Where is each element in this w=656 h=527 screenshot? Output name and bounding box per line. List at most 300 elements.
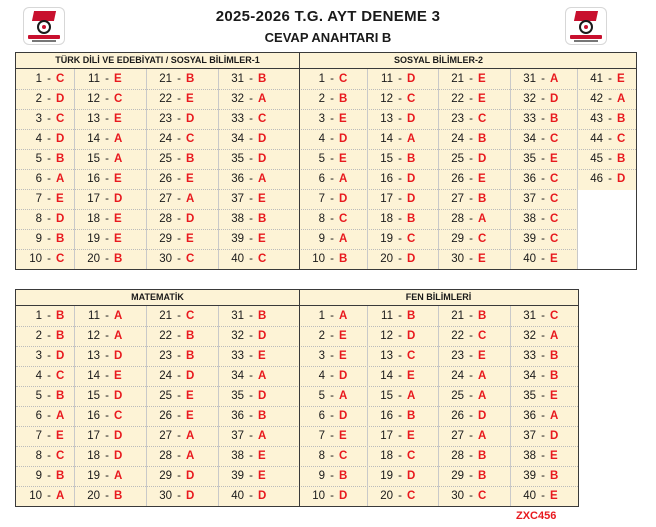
question-number: 8 [35,213,42,225]
answer-letter: E [478,253,486,265]
answer-letter: E [114,233,122,245]
dash: - [177,410,181,422]
exam-title: 2025-2026 T.G. AYT DENEME 3 [215,8,441,25]
question-number: 21 [159,310,172,322]
answer-letter: E [550,153,558,165]
question-number: 32 [231,330,244,342]
dash: - [47,93,51,105]
dash: - [398,173,402,185]
dash: - [47,113,51,125]
answer-item [367,89,438,109]
question-number: 24 [159,370,172,382]
answer-letter: B [56,470,65,482]
answer-item [438,406,510,426]
question-number: 38 [523,213,536,225]
section-title-edebiyat: TÜRK DİLİ VE EDEBİYATI / SOSYAL BİLİMLER-1 [55,55,260,65]
answer-item [74,249,146,269]
dash: - [541,450,545,462]
question-number: 38 [231,213,244,225]
question-number: 25 [451,390,464,402]
answer-letter: D [407,193,416,205]
dash: - [398,490,402,502]
answer-letter: C [407,450,416,462]
question-number: 42 [590,93,603,105]
answer-letter: C [407,350,416,362]
answer-item [74,209,146,229]
question-number: 31 [523,310,536,322]
answer-letter: B [617,113,626,125]
question-number: 17 [87,430,100,442]
question-number: 6 [35,173,42,185]
answer-letter: D [186,213,195,225]
answer-letter: A [114,153,123,165]
answer-item [218,326,299,346]
question-number: 26 [451,173,464,185]
question-number: 20 [380,490,393,502]
answer-item [510,406,578,426]
question-number: 19 [380,470,393,482]
answer-letter: C [339,213,348,225]
answer-letter: B [478,470,487,482]
answer-letter: C [258,253,267,265]
dash: - [469,133,473,145]
question-number: 3 [35,350,42,362]
dash: - [330,410,334,422]
dash: - [541,490,545,502]
answer-letter: E [550,490,558,502]
dash: - [469,330,473,342]
answer-letter: A [114,330,123,342]
question-number: 36 [523,173,536,185]
dash: - [105,370,109,382]
question-number: 23 [159,113,172,125]
question-number: 43 [590,113,603,125]
dash: - [249,350,253,362]
answer-letter: C [550,133,559,145]
question-number: 33 [523,350,536,362]
answer-letter: B [258,73,267,85]
answer-letter: E [478,93,486,105]
dash: - [330,153,334,165]
question-number: 12 [87,93,100,105]
question-number: 6 [35,410,42,422]
question-number: 16 [87,410,100,422]
answer-letter: D [339,490,348,502]
answer-letter: C [617,133,626,145]
answer-letter: D [339,370,348,382]
dash: - [469,370,473,382]
dash: - [177,350,181,362]
answer-item [367,386,438,406]
dash: - [398,410,402,422]
booklet-code: ZXC456 [516,510,557,522]
answer-item [16,426,74,446]
dash: - [249,233,253,245]
answer-item [146,149,218,169]
answer-letter: E [186,410,194,422]
answer-letter: A [258,93,267,105]
dash: - [398,233,402,245]
answer-letter: D [114,390,123,402]
dash: - [330,470,334,482]
question-number: 25 [451,153,464,165]
answer-item [299,69,367,89]
answer-item [218,446,299,466]
question-number: 37 [523,193,536,205]
question-number: 5 [318,390,325,402]
answer-letter: C [478,113,487,125]
question-number: 30 [159,490,172,502]
answer-item [438,446,510,466]
answer-letter: B [478,133,487,145]
question-number: 35 [523,153,536,165]
grid-header [16,53,578,69]
dash: - [47,470,51,482]
answer-item [146,446,218,466]
answer-item [438,306,510,326]
answer-item [367,109,438,129]
answer-letter: A [114,133,123,145]
answer-letter: A [258,173,267,185]
answer-item [146,89,218,109]
dash: - [541,153,545,165]
answer-item [367,306,438,326]
answer-item [218,426,299,446]
dash: - [177,310,181,322]
answer-letter: A [339,233,348,245]
answer-letter: B [407,410,416,422]
dash: - [249,133,253,145]
dash: - [330,93,334,105]
question-number: 3 [318,113,325,125]
dash: - [249,390,253,402]
question-number: 26 [159,410,172,422]
extra-answer-column [577,52,637,270]
question-number: 15 [380,153,393,165]
dash: - [469,490,473,502]
question-number: 4 [318,370,325,382]
question-number: 3 [318,350,325,362]
answer-letter: C [550,213,559,225]
answer-letter: E [186,233,194,245]
answer-item [218,249,299,269]
question-number: 8 [318,450,325,462]
dash: - [47,350,51,362]
answer-letter: D [56,133,65,145]
answer-item [16,406,74,426]
dash: - [398,390,402,402]
answer-item [218,69,299,89]
question-number: 21 [159,73,172,85]
answer-item [16,149,74,169]
dash: - [330,350,334,362]
dash: - [47,133,51,145]
dash: - [541,73,545,85]
question-number: 15 [87,390,100,402]
answer-item [438,209,510,229]
answer-item [299,446,367,466]
answer-item [438,486,510,506]
dash: - [47,213,51,225]
dash: - [398,310,402,322]
dash: - [469,390,473,402]
dash: - [177,133,181,145]
dash: - [469,193,473,205]
question-number: 2 [318,330,325,342]
dash: - [541,253,545,265]
answer-item [299,326,367,346]
question-number: 20 [87,490,100,502]
question-number: 7 [35,430,42,442]
answer-item [299,129,367,149]
answer-item [510,209,578,229]
answer-item [146,249,218,269]
dash: - [469,153,473,165]
answer-item [218,486,299,506]
dash: - [105,450,109,462]
answer-item [146,109,218,129]
answer-letter: A [56,490,65,502]
dash: - [608,133,612,145]
dash: - [398,213,402,225]
answer-item [218,149,299,169]
question-number: 39 [523,233,536,245]
answer-item [16,169,74,189]
question-number: 12 [380,93,393,105]
answer-letter: E [114,213,122,225]
answer-letter: B [617,153,626,165]
grid-header [16,290,578,306]
dash: - [177,390,181,402]
dash: - [105,113,109,125]
answer-letter: A [478,213,487,225]
answer-letter: C [478,490,487,502]
answer-letter: A [407,390,416,402]
question-number: 13 [87,350,100,362]
answer-item [74,89,146,109]
answer-item [218,209,299,229]
answer-letter: A [186,430,195,442]
answer-item [577,69,636,89]
answer-item [438,109,510,129]
answer-letter: C [56,113,65,125]
answer-letter: D [407,253,416,265]
question-number: 35 [523,390,536,402]
question-number: 3 [35,113,42,125]
answer-letter: B [407,213,416,225]
dash: - [249,253,253,265]
dash: - [105,430,109,442]
dash: - [541,370,545,382]
question-number: 34 [231,133,244,145]
dash: - [47,253,51,265]
answer-letter: D [186,470,195,482]
answer-item [299,366,367,386]
question-number: 35 [231,153,244,165]
answer-letter: D [339,133,348,145]
answer-item [218,386,299,406]
answer-item [510,366,578,386]
answer-item [146,69,218,89]
dash: - [608,73,612,85]
answer-item [218,89,299,109]
answer-item [16,109,74,129]
question-number: 9 [35,470,42,482]
dash: - [47,330,51,342]
question-number: 11 [88,310,100,322]
dash: - [177,430,181,442]
answer-letter: E [617,73,625,85]
question-number: 22 [451,93,464,105]
dash: - [249,73,253,85]
answer-letter: E [114,113,122,125]
answer-item [367,189,438,209]
answer-item [510,346,578,366]
question-number: 1 [318,310,325,322]
answer-letter: A [478,430,487,442]
answer-item [367,149,438,169]
dash: - [398,153,402,165]
question-number: 7 [318,430,325,442]
answer-item [438,89,510,109]
answer-letter: D [407,330,416,342]
dash: - [105,213,109,225]
answer-letter: D [407,173,416,185]
answer-item [218,109,299,129]
question-number: 8 [318,213,325,225]
dash: - [47,310,51,322]
question-number: 9 [318,233,325,245]
answer-item [218,406,299,426]
answer-letter: E [339,113,347,125]
answer-item [74,446,146,466]
empty-area [577,190,636,269]
question-number: 41 [590,73,603,85]
dash: - [398,93,402,105]
dash: - [398,370,402,382]
answer-letter: E [186,93,194,105]
answer-item [438,466,510,486]
answer-letter: E [478,73,486,85]
answer-letter: E [114,173,122,185]
answer-item [16,129,74,149]
dash: - [330,370,334,382]
dash: - [177,173,181,185]
answer-letter: E [258,193,266,205]
question-number: 31 [231,310,244,322]
dash: - [330,490,334,502]
answer-letter: C [56,253,65,265]
dash: - [177,153,181,165]
dash: - [398,350,402,362]
question-number: 14 [87,133,100,145]
answer-letter: D [258,330,267,342]
dash: - [398,253,402,265]
answer-item [146,306,218,326]
dash: - [249,173,253,185]
dash: - [177,213,181,225]
dash: - [105,193,109,205]
dash: - [330,233,334,245]
dash: - [541,233,545,245]
question-number: 40 [231,490,244,502]
answer-item [299,209,367,229]
dash: - [330,390,334,402]
answer-letter: C [56,370,65,382]
answer-item [16,249,74,269]
answer-letter: B [56,310,65,322]
question-number: 18 [87,213,100,225]
dash: - [330,430,334,442]
answer-item [146,486,218,506]
question-number: 13 [87,113,100,125]
answer-letter: D [407,113,416,125]
question-number: 2 [318,93,325,105]
answer-letter: D [478,410,487,422]
answer-letter: D [56,213,65,225]
answer-item [74,129,146,149]
answer-letter: D [258,153,267,165]
answer-letter: A [550,73,559,85]
answer-letter: B [56,390,65,402]
answer-item [16,366,74,386]
dash: - [249,410,253,422]
answer-letter: B [339,470,348,482]
answer-item [16,486,74,506]
answer-item [218,169,299,189]
question-number: 29 [451,233,464,245]
dash: - [249,93,253,105]
answer-letter: A [258,430,267,442]
dash: - [177,93,181,105]
question-number: 37 [231,430,244,442]
question-number: 30 [451,253,464,265]
dash: - [330,253,334,265]
dash: - [469,450,473,462]
question-number: 28 [451,450,464,462]
dash: - [608,173,612,185]
answer-item [438,366,510,386]
answer-item [577,129,636,149]
dash: - [398,133,402,145]
answer-item [510,89,578,109]
question-number: 4 [35,370,42,382]
dash: - [47,370,51,382]
dash: - [541,390,545,402]
answer-item [367,406,438,426]
question-number: 10 [312,490,325,502]
answer-letter: B [56,153,65,165]
answer-letter: D [258,390,267,402]
question-number: 15 [87,153,100,165]
dash: - [105,350,109,362]
answer-letter: E [550,390,558,402]
dash: - [608,153,612,165]
answer-letter: E [114,370,122,382]
answer-item [367,486,438,506]
question-number: 30 [451,490,464,502]
answer-item [510,189,578,209]
answer-item [510,229,578,249]
answer-item [299,229,367,249]
answer-item [16,446,74,466]
question-number: 32 [231,93,244,105]
dash: - [469,73,473,85]
answer-item [74,109,146,129]
answer-item [438,229,510,249]
answer-item [16,386,74,406]
answer-letter: A [550,410,559,422]
